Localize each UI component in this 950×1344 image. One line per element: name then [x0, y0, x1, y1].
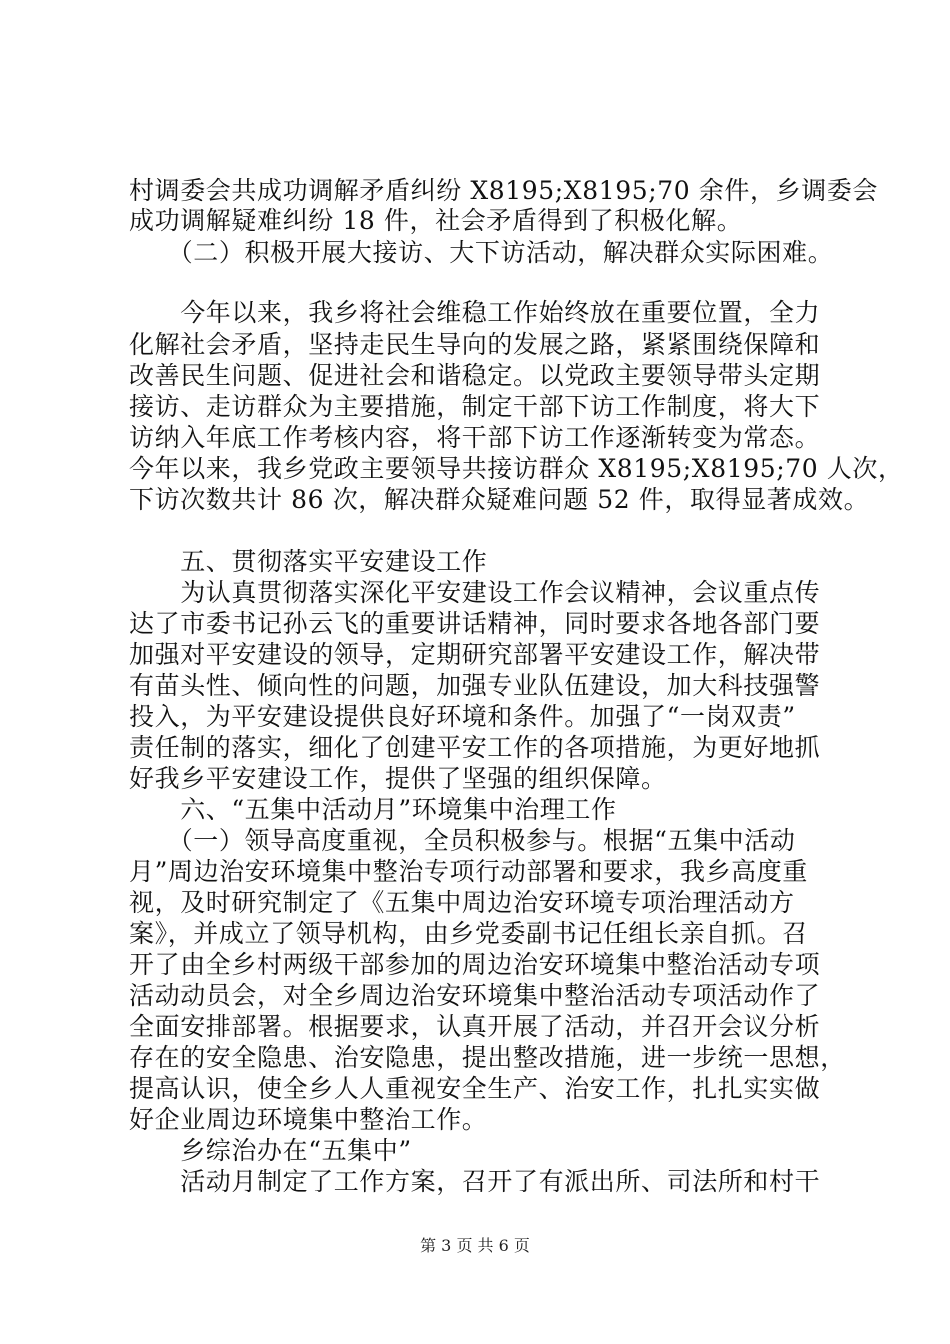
text-line: 投入，为平安建设提供良好环境和条件。加强了“一岗双责” [129, 702, 796, 731]
text-line: 开了由全乡村两级干部参加的周边治安环境集中整治活动专项 [129, 950, 821, 979]
section-heading: 六、“五集中活动月”环境集中治理工作 [129, 795, 617, 824]
text-line: 改善民生问题、促进社会和谐稳定。以党政主要领导带头定期 [129, 361, 821, 390]
text-line: 为认真贯彻落实深化平安建设工作会议精神，会议重点传 [129, 578, 821, 607]
text-line: 提高认识，使全乡人人重视安全生产、治安工作，扎扎实实做 [129, 1074, 821, 1103]
text-line: 加强对平安建设的领导，定期研究部署平安建设工作，解决带 [129, 640, 821, 669]
text-line: 活动月制定了工作方案，召开了有派出所、司法所和村干 [129, 1167, 821, 1196]
text-line: 案》，并成立了领导机构，由乡党委副书记任组长亲自抓。召 [129, 919, 808, 948]
text-line: 有苗头性、倾向性的问题，加强专业队伍建设，加大科技强警 [129, 671, 821, 700]
text-line: 达了市委书记孙云飞的重要讲话精神，同时要求各地各部门要 [129, 609, 821, 638]
text-line: （二）积极开展大接访、大下访活动，解决群众实际困难。 [129, 238, 834, 267]
text-line: 活动动员会，对全乡周边治安环境集中整治活动专项活动作了 [129, 981, 821, 1010]
text-line: 今年以来，我乡党政主要领导共接访群众 X8195;X8195;70 人次， [129, 454, 904, 483]
text-line: 好我乡平安建设工作，提供了坚强的组织保障。 [129, 764, 667, 793]
text-line: 全面安排部署。根据要求，认真开展了活动，并召开会议分析 [129, 1012, 821, 1041]
text-line: 下访次数共计 86 次，解决群众疑难问题 52 件，取得显著成效。 [129, 485, 870, 514]
text-line: 视，及时研究制定了《五集中周边治安环境专项治理活动方 [129, 888, 795, 917]
text-line: 好企业周边环境集中整治工作。 [129, 1105, 488, 1134]
text-line: 成功调解疑难纠纷 18 件，社会矛盾得到了积极化解。 [129, 206, 743, 235]
text-line: 接访、走访群众为主要措施，制定干部下访工作制度，将大下 [129, 392, 821, 421]
text-line: 村调委会共成功调解矛盾纠纷 X8195;X8195;70 余件，乡调委会 [129, 176, 878, 205]
section-heading: 五、贯彻落实平安建设工作 [129, 547, 488, 576]
text-line: 责任制的落实，细化了创建平安工作的各项措施，为更好地抓 [129, 733, 821, 762]
page-number-footer: 第 3 页 共 6 页 [420, 1236, 530, 1255]
text-line: 今年以来，我乡将社会维稳工作始终放在重要位置，全力 [129, 298, 821, 327]
text-line: 访纳入年底工作考核内容，将干部下访工作逐渐转变为常态。 [129, 423, 821, 452]
text-line: 月”周边治安环境集中整治专项行动部署和要求，我乡高度重 [129, 857, 808, 886]
text-line: 乡综治办在“五集中” [129, 1136, 412, 1165]
text-line: （一）领导高度重视，全员积极参与。根据“五集中活动 [129, 826, 796, 855]
text-line: 化解社会矛盾，坚持走民生导向的发展之路，紧紧围绕保障和 [129, 330, 821, 359]
text-line: 存在的安全隐患、治安隐患，提出整改措施，进一步统一思想， [129, 1043, 846, 1072]
